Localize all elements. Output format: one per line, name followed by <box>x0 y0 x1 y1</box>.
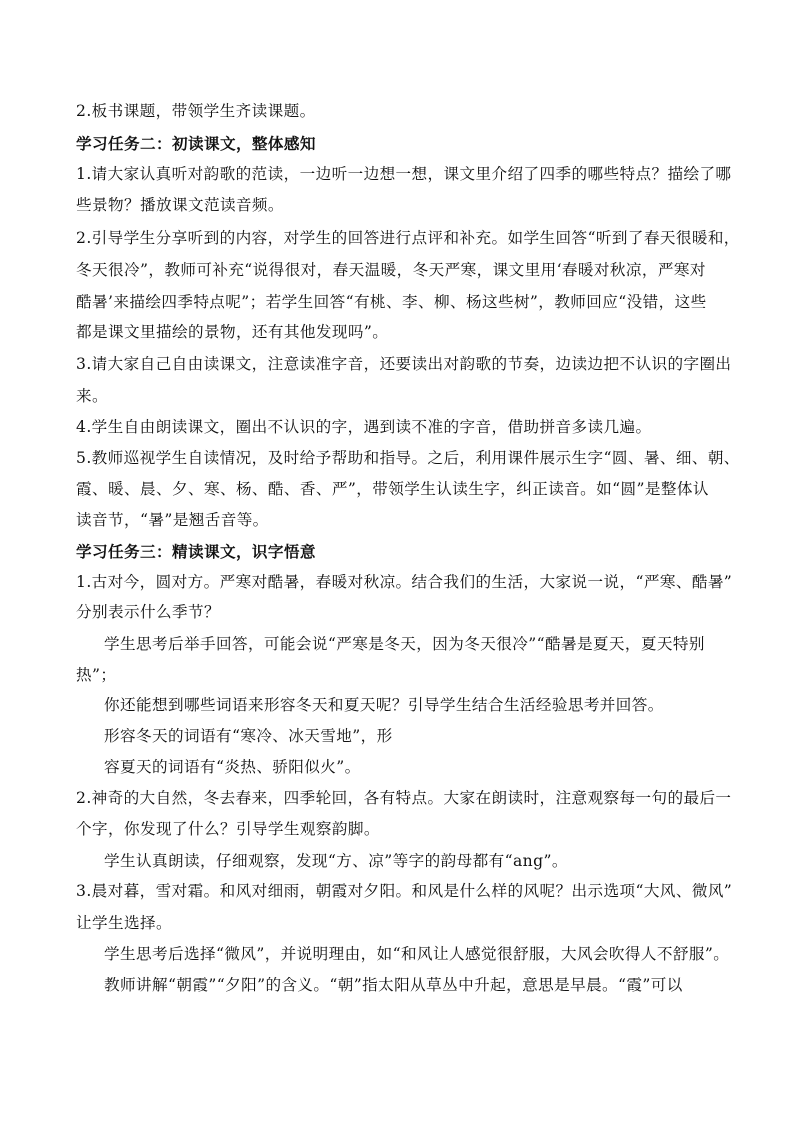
section-heading: 学习任务三：精读课文，识字悟意 <box>76 542 316 561</box>
paragraph-line: 1.古对今，圆对方。严寒对酷暑，春暖对秋凉。结合我们的生活，大家说一说，“严寒、酷暑” <box>76 573 733 591</box>
paragraph-line: 2.神奇的大自然，冬去春来，四季轮回，各有特点。大家在朗读时，注意观察每一句的最后一 <box>76 789 732 807</box>
section-heading: 学习任务二：初读课文，整体感知 <box>76 134 316 153</box>
paragraph-line: 学生思考后选择“微风”，并说明理由，如“和风让人感觉很舒服，大风会吹得人不舒服”。 <box>104 945 730 963</box>
paragraph-line: 个字，你发现了什么？引导学生观察韵脚。 <box>76 820 380 838</box>
paragraph-line: 1.请大家认真听对韵歌的范读，一边听一边想一想，课文里介绍了四季的哪些特点？描绘了哪 <box>76 165 732 183</box>
paragraph-line: 2.板书课题，带领学生齐读课题。 <box>76 102 316 120</box>
paragraph-line: 些景物？播放课文范读音频。 <box>76 196 284 214</box>
paragraph-line: 4.学生自由朗读课文，圈出不认识的字，遇到读不准的字音，借助拼音多读几遍。 <box>76 418 652 436</box>
paragraph-line: 来。 <box>76 387 108 405</box>
paragraph-line: 酷暑’来描绘四季特点呢”；若学生回答“有桃、李、柳、杨这些树”，教师回应“没错，这些 <box>76 293 707 311</box>
paragraph-line: 学生认真朗读，仔细观察，发现“方、凉”等字的韵母都有“ang”。 <box>104 852 568 870</box>
paragraph-line: 学生思考后举手回答，可能会说“严寒是冬天，因为冬天很冷”“酷暑是夏天，夏天特别 <box>104 635 705 653</box>
paragraph-line: 冬天很冷”，教师可补充“说得很对，春天温暖，冬天严寒，课文里用‘春暖对秋凉，严寒对 <box>76 261 706 279</box>
paragraph-line: 3.晨对暮，雪对霜。和风对细雨，朝霞对夕阳。和风是什么样的风呢？出示选项“大风、微风” <box>76 882 733 900</box>
paragraph-line: 让学生选择。 <box>76 914 172 932</box>
paragraph-line: 2.引导学生分享听到的内容，对学生的回答进行点评和补充。如学生回答“听到了春天很暖和， <box>76 229 740 247</box>
paragraph-line: 读音节，“暑”是翘舌音等。 <box>76 511 269 529</box>
paragraph-line: 3.请大家自己自由读课文，注意读准字音，还要读出对韵歌的节奏，边读边把不认识的字圈出 <box>76 355 732 373</box>
paragraph-line: 容夏天的词语有“炎热、骄阳似火”。 <box>104 758 361 776</box>
paragraph-line: 教师讲解“朝霞”“夕阳”的含义。“朝”指太阳从草丛中升起，意思是早晨。“霞”可以 <box>104 976 683 994</box>
paragraph-line: 热”； <box>76 666 117 684</box>
paragraph-line: 都是课文里描绘的景物，还有其他发现吗”。 <box>76 323 389 341</box>
paragraph-line: 5.教师巡视学生自读情况，及时给予帮助和指导。之后，利用课件展示生字“圆、暑、细、朝、 <box>76 449 740 467</box>
paragraph-line: 你还能想到哪些词语来形容冬天和夏天呢？引导学生结合生活经验思考并回答。 <box>104 696 664 714</box>
paragraph-line: 分别表示什么季节？ <box>76 603 220 621</box>
paragraph-line: 形容冬天的词语有“寒冷、冰天雪地”，形 <box>104 727 393 745</box>
paragraph-line: 霞、暖、晨、夕、寒、杨、酷、香、严”，带领学生认读生字，纠正读音。如“圆”是整体认 <box>76 480 709 498</box>
